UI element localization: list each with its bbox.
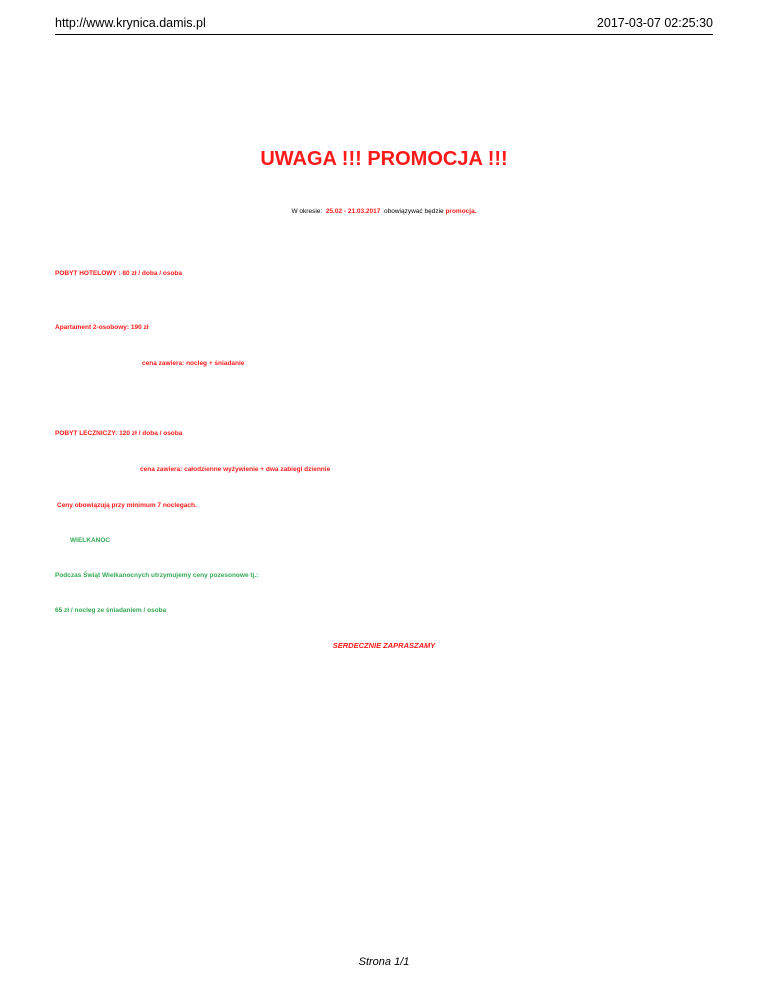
page-footer: Strona 1/1: [358, 956, 410, 968]
promo-period: [0, 208, 768, 215]
print-header: [55, 14, 713, 35]
period-highlight: promocja.: [445, 208, 477, 215]
promo-title: UWAGA !!! PROMOCJA !!!: [260, 148, 508, 170]
closing-invitation: SERDECZNIE ZAPRASZAMY: [332, 641, 436, 650]
page-url[interactable]: http://www.krynica.damis.pl: [55, 16, 206, 30]
easter-intro: Podczas Świąt Wielkanocnych utrzymujemy ceny pozesonowe tj.:: [55, 572, 259, 579]
hotel-offer: POBYT HOTELOWY : 80 zł / doba / osoba: [55, 270, 183, 277]
treatment-includes: cena zawiera: całodzienne wyżywienie + dwa zabiegi dziennie: [140, 466, 331, 473]
minimum-note: Ceny obowiązują przy minimum 7 noclegach.: [57, 502, 197, 509]
easter-heading: WIELKANOC: [70, 537, 111, 544]
easter-price: 65 zł / nocleg ze śniadaniem / osoba: [55, 607, 167, 614]
period-dates: 25.02 - 21.03.2017: [325, 208, 381, 215]
period-prefix: W okresie:: [291, 208, 323, 215]
period-middle: obowiązywać będzie: [384, 208, 444, 215]
hotel-includes: cena zawiera: nocleg + śniadanie: [142, 360, 245, 367]
treatment-offer: POBYT LECZNICZY: 120 zł / doba / osoba: [55, 430, 183, 437]
apartment-offer: Apartament 2-osobowy: 190 zł: [55, 324, 149, 331]
print-timestamp: 2017-03-07 02:25:30: [596, 16, 713, 30]
